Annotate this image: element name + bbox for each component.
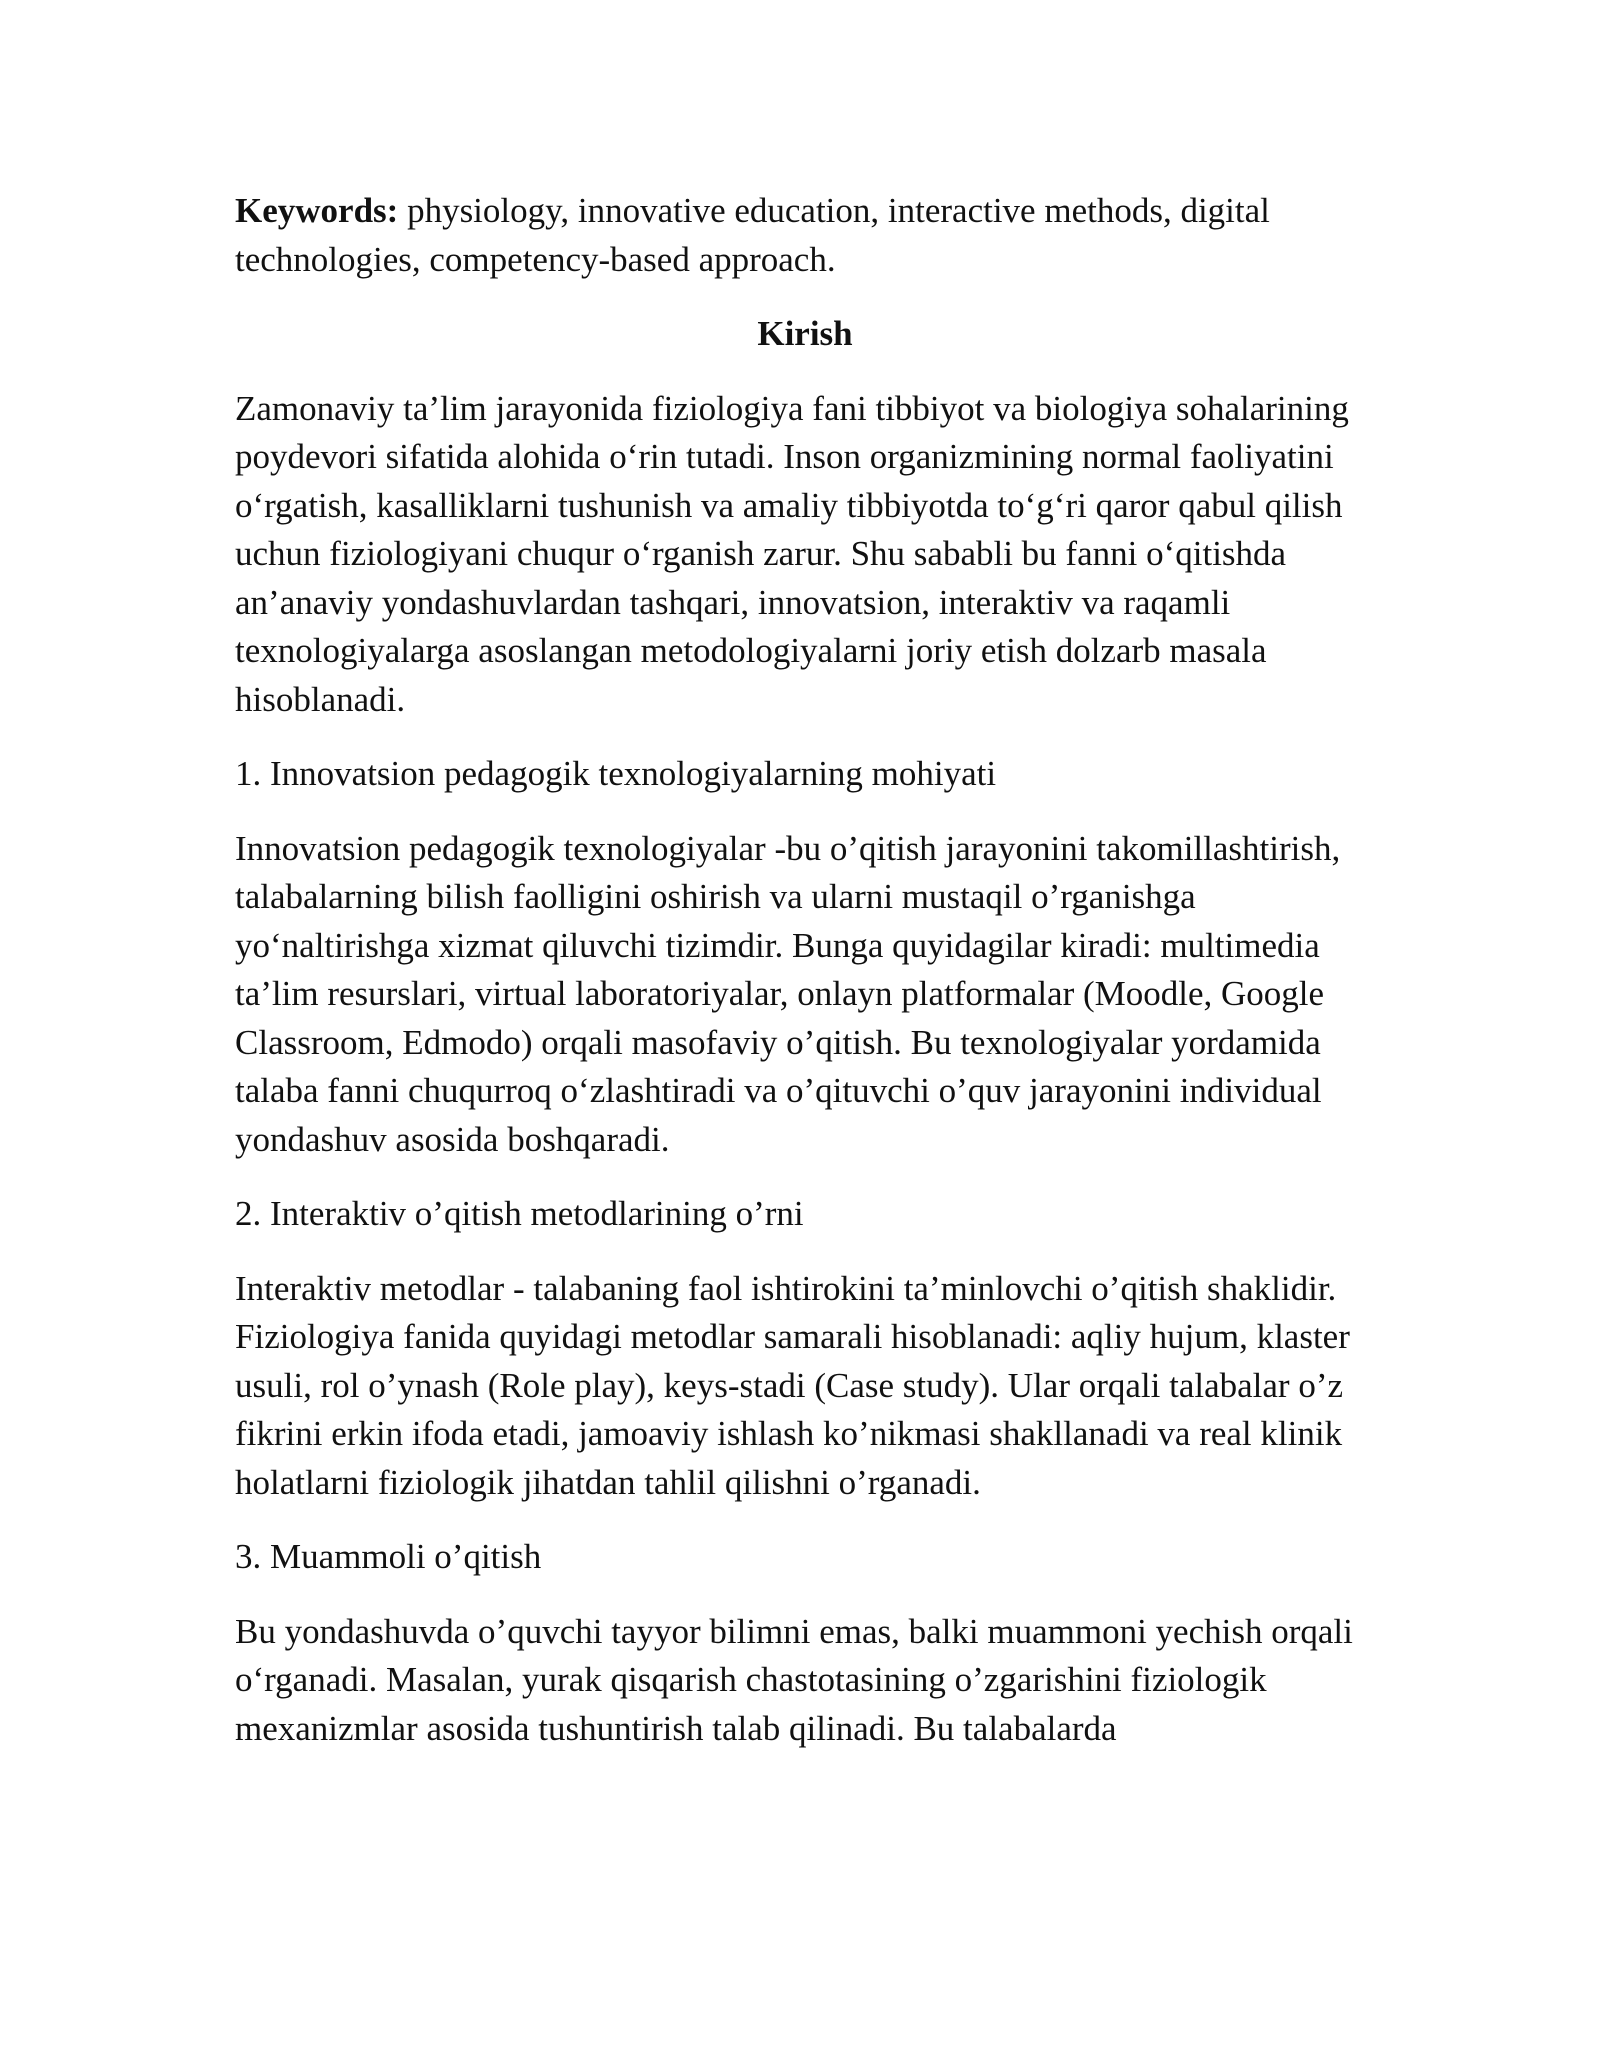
intro-paragraph: Zamonaviy ta’lim jarayonida fiziologiya fani tibbiyot va biologiya sohalarining poydevori sifatida alohida o‘rin tutadi. Inson organizmining normal faoliyatini o‘rgatish, kasalliklarni tushunish va amaliy tibbiyotda to‘g‘ri qaror qabul qilish uchun fiziologiyani chuqur o‘rganish zarur. Shu sababli bu fanni o‘qitishda an’anaviy yondashuvlardan tashqari, innovatsion, interaktiv va raqamli texnologiyalarga asoslangan metodologiyalarni joriy etish dolzarb masala hisoblanadi. [235, 388, 1349, 719]
intro-heading: Kirish [757, 314, 853, 353]
keywords-label: Keywords: [235, 191, 399, 230]
section-2-text: Interaktiv metodlar - talabaning faol ishtirokini ta’minlovchi o’qitish shaklidir. Fiziologiya fanida quyidagi metodlar samarali hisoblanadi: aqliy hujum, klaster usuli, rol o’ynash (Role play), keys-stadi (Case study). Ular orqali talabalar o’z fikrini erkin ifoda etadi, jamoaviy ishlash ko’nikmasi shakllanadi va real klinik holatlarni fiziologik jihatdan tahlil qilishni o’rganadi. [235, 1268, 1350, 1502]
section-2-title: 2. Interaktiv o’qitish metodlarining o’rni [235, 1194, 804, 1233]
section-1-text: Innovatsion pedagogik texnologiyalar -bu o’qitish jarayonini takomillashtirish, talabalarning bilish faolligini oshirish va ularni mustaqil o’rganishga yo‘naltirishga xizmat qiluvchi tizimdir. Bunga quyidagilar kiradi: multimedia ta’lim resurslari, virtual laboratoriyalar, onlayn platformalar (Moodle, Google Classroom, Edmodo) orqali masofaviy o’qitish. Bu texnologiyalar yordamida talaba fanni chuqurroq o‘zlashtiradi va o’qituvchi o’quv jarayonini individual yondashuv asosida boshqaradi. [235, 828, 1341, 1159]
section-1-title: 1. Innovatsion pedagogik texnologiyalarning mohiyati [235, 754, 997, 793]
keywords-paragraph [235, 187, 1375, 284]
section-3-text: Bu yondashuvda o’quvchi tayyor bilimni emas, balki muammoni yechish orqali o‘rganadi. Masalan, yurak qisqarish chastotasining o’zgarishini fiziologik mexanizmlar asosida tushuntirish talab qilinadi. Bu talabalarda [235, 1611, 1353, 1748]
document-body [235, 187, 1375, 1779]
keywords-text: physiology, innovative education, interactive methods, digital technologies, competency-based approach. [235, 191, 1270, 279]
section-3-title: 3. Muammoli o’qitish [235, 1537, 542, 1576]
